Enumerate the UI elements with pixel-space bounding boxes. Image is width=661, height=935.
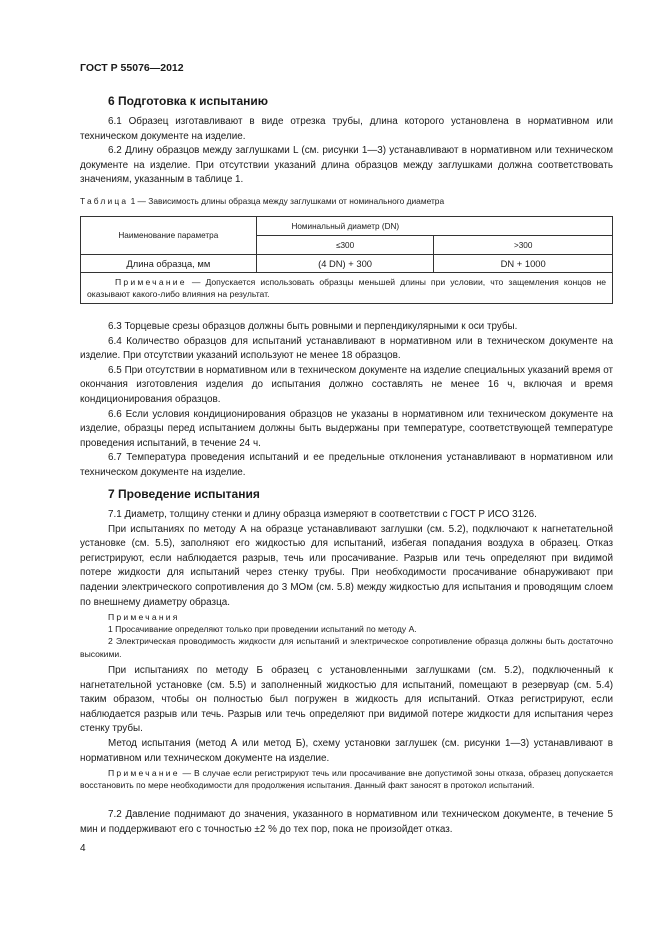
cell-length-le-300: (4 DN) + 300: [256, 255, 434, 273]
row-label-sample-length: Длина образца, мм: [81, 255, 257, 273]
table-1-caption: [80, 196, 444, 206]
paragraph-method-a: При испытаниях по методу А на образце устанавливают заглушки (см. 5.2), подключают к нагнетательной установке (см. 5.5), заполняют его жидкостью для испытаний, избегая попадания воздуха в образец. Отказ регистрируют, если наблюдается разрыв, течь или просачивание. Разрыв или течь определяют при видимой потере жидкости для испытаний через стенку трубы. При необходимости просачивание обнаруживают при падении электрического сопротивления до 3 МОм (см. 5.8) между жидкостью для испытания и проводящим слоем по внешнему диаметру образца.: [80, 523, 613, 608]
note-3-label: Примечание: [108, 768, 180, 778]
page-number: 4: [80, 843, 86, 854]
paragraph-6-6: 6.6 Если условия кондиционирования образцов не указаны в нормативном или техническом документе на изделие, образцы перед испытанием должны быть выдержаны при температуре, соответствующей температуре проведения испытаний, в течение 24 ч.: [80, 408, 613, 449]
paragraph-method-b: При испытаниях по методу Б образец с установленными заглушками (см. 5.2), подключенный к нагнетательной установке (см. 5.5) и заполненный жидкостью для испытаний, помещают в резервуар (см. 5.4) таким образом, чтобы он полностью был погружен в жидкость для испытаний. Отказ регистрируют, если наблюдается разрыв или течь. Разрыв или течь определяют при видимой потере жидкости для испытания через стенку трубы.: [80, 665, 613, 735]
paragraph-6-1: 6.1 Образец изготавливают в виде отрезка трубы, длина которого установлена в нормативном или техническом документе на изделие.: [80, 116, 613, 142]
paragraph-6-5: 6.5 При отсутствии в нормативном или в техническом документе на изделие специальных указаний время от окончания изготовления изделия до испытания должно составлять не менее 16 ч, включая и время кондиционирования образцов.: [80, 364, 613, 405]
subheader-le-300: ≤300: [256, 236, 434, 255]
table-note-text: — Допускается использовать образцы меньшей длины при условии, что защемления концов не оказывают какого-либо влияния на результат.: [87, 277, 606, 299]
paragraph-7-1: 7.1 Диаметр, толщину стенки и длину образца измеряют в соответствии с ГОСТ Р ИСО 3126.: [108, 509, 537, 520]
section-7-part-2: [80, 664, 613, 766]
paragraph-6-2: 6.2 Длину образцов между заглушками L (см. рисунки 1—3) устанавливают в нормативном или техническом документе на изделие. При отсутствии указаний длина образцов между заглушками должна соответствовать значениям, указанным в таблице 1.: [80, 145, 613, 186]
document-header: ГОСТ Р 55076—2012: [80, 62, 184, 74]
paragraph-6-4: 6.4 Количество образцов для испытаний устанавливают в нормативном или в техническом документе на изделие. При отсутствии указаний используют не менее 18 образцов.: [80, 335, 613, 362]
paragraph-method-choice: Метод испытания (метод А или метод Б), схему установки заглушек (см. рисунки 1—3) устанавливают в нормативном или техническом документе на изделие.: [80, 737, 613, 764]
section-7-title: 7 Проведение испытания: [108, 487, 260, 501]
table-note: [81, 273, 613, 304]
header-param-name: Наименование параметра: [81, 217, 257, 255]
table-note-label: Примечание: [115, 277, 187, 287]
section-6-continued: [80, 320, 613, 481]
header-nominal-diameter: Номинальный диаметр (DN): [256, 217, 434, 236]
section-7-part-3: [80, 808, 613, 837]
cell-length-gt-300: DN + 1000: [434, 255, 613, 273]
section-6-title: 6 Подготовка к испытанию: [108, 94, 269, 108]
section-6-paragraphs: [80, 115, 613, 188]
section-7-notes: [80, 611, 613, 660]
table-caption-prefix: Таблица: [80, 196, 129, 206]
note-1: 1 Просачивание определяют только при проведении испытаний по методу А.: [108, 624, 417, 635]
section-7-part-1: [80, 508, 613, 610]
subheader-gt-300: >300: [434, 236, 613, 255]
notes-heading: Примечания: [108, 612, 180, 622]
table-caption-text: 1 — Зависимость длины образца между заглушками от номинального диаметра: [128, 196, 445, 206]
paragraph-6-7: 6.7 Температура проведения испытаний и ее предельные отклонения устанавливают в нормативном или техническом документе на изделие.: [80, 452, 613, 478]
paragraph-7-2: 7.2 Давление поднимают до значения, указанного в нормативном или техническом документе, в течение 5 мин и поддерживают его с точностью ±2 % до тех пор, пока не произойдет отказ.: [80, 809, 613, 835]
note-2: 2 Электрическая проводимость жидкости для испытаний и электрическое сопротивление образца должны быть достаточно высокими.: [80, 636, 613, 659]
paragraph-6-3: 6.3 Торцевые срезы образцов должны быть ровными и перпендикулярными к оси трубы.: [108, 321, 518, 332]
note-3-text: — В случае если регистрируют течь или просачивание вне допустимой зоны отказа, образец допускается восстановить по мере необходимости для продолжения испытания. Данный факт заносят в протокол испытаний.: [80, 768, 613, 791]
table-1: [80, 216, 613, 304]
header-empty-cell: [434, 217, 613, 236]
section-7-note-3: [80, 767, 613, 791]
